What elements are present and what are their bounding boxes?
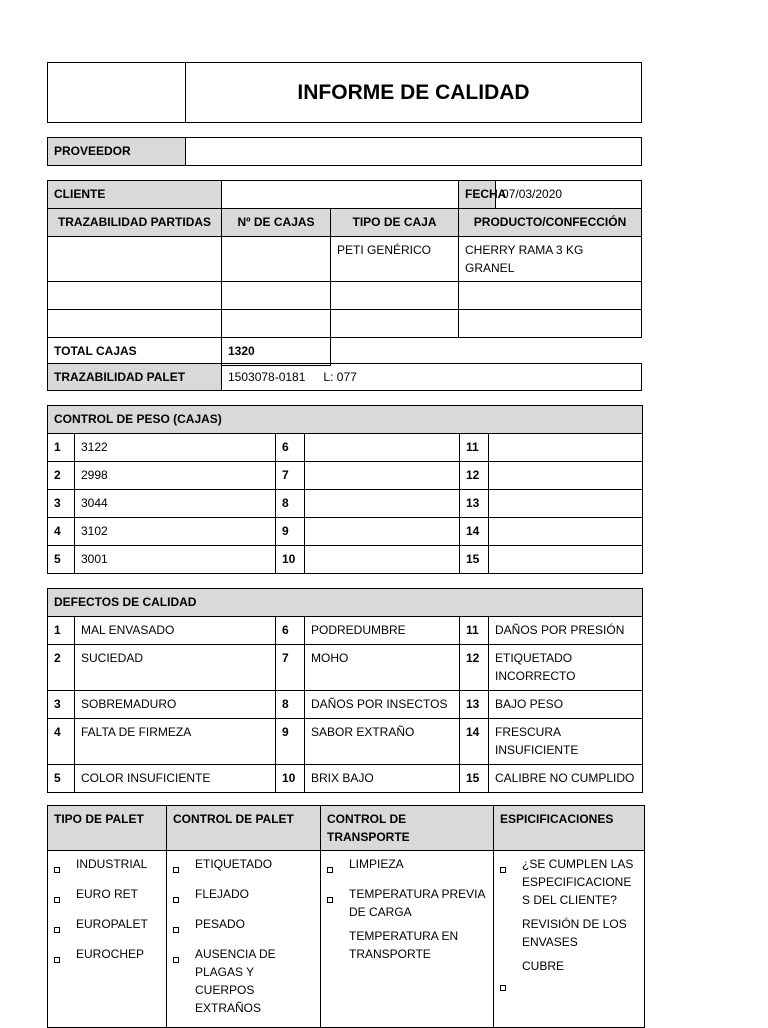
table-row	[48, 617, 643, 645]
table-row	[48, 518, 643, 546]
control-peso-table	[47, 405, 643, 574]
peso-value[interactable]: 3122	[75, 434, 276, 462]
row-number: 6	[276, 617, 305, 645]
row-number: 1	[48, 434, 75, 462]
header-producto: PRODUCTO/CONFECCIÓN	[459, 209, 642, 237]
checkbox-label: EURO RET	[76, 887, 139, 901]
row-number: 5	[48, 546, 75, 574]
row-number: 8	[276, 691, 305, 719]
peso-value[interactable]: 3102	[75, 518, 276, 546]
traz-palet-table	[47, 363, 642, 391]
table-row	[48, 645, 643, 691]
especificaciones-list	[494, 851, 645, 1028]
checkbox-icon[interactable]	[327, 897, 333, 903]
table-row	[48, 237, 642, 282]
peso-value[interactable]	[489, 546, 643, 574]
checkbox-icon[interactable]	[173, 957, 179, 963]
table-row	[48, 434, 643, 462]
title-table	[47, 62, 642, 123]
producto-cell[interactable]	[459, 310, 642, 338]
peso-value[interactable]	[305, 462, 460, 490]
checkbox-icon[interactable]	[173, 897, 179, 903]
checkbox-label: TEMPERATURA PREVIA DE CARGA	[349, 887, 485, 919]
row-number: 5	[48, 765, 75, 793]
row-number: 13	[460, 490, 489, 518]
defect-label: MOHO	[305, 645, 460, 691]
defect-label: ETIQUETADO INCORRECTO	[489, 645, 643, 691]
row-number: 7	[276, 645, 305, 691]
defect-label: FRESCURA INSUFICIENTE	[489, 719, 643, 765]
header-especificaciones: ESPICIFICACIONES	[494, 806, 645, 851]
checkbox-industrial[interactable]	[54, 855, 160, 879]
defect-label: FALTA DE FIRMEZA	[75, 719, 276, 765]
checkbox-label: FLEJADO	[195, 887, 250, 901]
row-number: 2	[48, 645, 75, 691]
checkbox-label: LIMPIEZA	[349, 857, 404, 871]
row-number: 6	[276, 434, 305, 462]
checkbox-label: TEMPERATURA EN TRANSPORTE	[349, 929, 459, 961]
cajas-cell[interactable]	[222, 310, 331, 338]
defect-label: MAL ENVASADO	[75, 617, 276, 645]
header-control-transporte: CONTROL DE TRANSPORTE	[321, 806, 494, 851]
tipo-caja-cell[interactable]: PETI GENÉRICO	[331, 237, 459, 282]
defectos-title: DEFECTOS DE CALIDAD	[48, 589, 643, 617]
row-number: 4	[48, 518, 75, 546]
peso-value[interactable]	[305, 518, 460, 546]
checkbox-icon[interactable]	[54, 867, 60, 873]
header-trazabilidad-partidas: TRAZABILIDAD PARTIDAS	[48, 209, 222, 237]
row-number: 10	[276, 546, 305, 574]
checkbox-especificaciones[interactable]	[500, 855, 638, 909]
header-tipo-caja: TIPO DE CAJA	[331, 209, 459, 237]
tipo-caja-cell[interactable]	[331, 310, 459, 338]
defect-label: SUCIEDAD	[75, 645, 276, 691]
defect-label: DAÑOS POR INSECTOS	[305, 691, 460, 719]
control-peso-title: CONTROL DE PESO (CAJAS)	[48, 406, 643, 434]
checkbox-label: AUSENCIA DE PLAGAS Y CUERPOS EXTRAÑOS	[195, 947, 276, 1015]
defect-label: DAÑOS POR PRESIÓN	[489, 617, 643, 645]
row-number: 9	[276, 719, 305, 765]
header-tipo-palet: TIPO DE PALET	[48, 806, 167, 851]
table-row	[48, 691, 643, 719]
checkbox-flejado[interactable]	[173, 885, 314, 909]
row-number: 8	[276, 490, 305, 518]
checkbox-label: REVISIÓN DE LOS ENVASES	[522, 917, 627, 949]
checkbox-pesado[interactable]	[173, 915, 314, 939]
peso-value[interactable]: 3044	[75, 490, 276, 518]
peso-value[interactable]	[489, 462, 643, 490]
defect-label: SABOR EXTRAÑO	[305, 719, 460, 765]
proveedor-field[interactable]	[186, 138, 642, 166]
partida-cell[interactable]	[48, 237, 222, 282]
checkbox-etiquetado[interactable]	[173, 855, 314, 879]
checkbox-limpieza[interactable]	[327, 855, 487, 879]
defect-label: BRIX BAJO	[305, 765, 460, 793]
checkbox-icon[interactable]	[173, 927, 179, 933]
proveedor-table	[47, 137, 642, 166]
item-temperatura-transporte	[327, 927, 487, 963]
cliente-field[interactable]	[222, 181, 459, 209]
defect-label: COLOR INSUFICIENTE	[75, 765, 276, 793]
table-row	[48, 719, 643, 765]
peso-value[interactable]	[305, 490, 460, 518]
checkbox-icon[interactable]	[54, 957, 60, 963]
peso-value[interactable]	[489, 490, 643, 518]
producto-cell[interactable]: CHERRY RAMA 3 KG GRANEL	[459, 237, 642, 282]
defect-label: PODREDUMBRE	[305, 617, 460, 645]
checkbox-label: ¿SE CUMPLEN LAS ESPECIFICACIONES DEL CLIENTE?	[522, 857, 634, 907]
row-number: 4	[48, 719, 75, 765]
defectos-table	[47, 588, 643, 793]
checkbox-label: EUROCHEP	[76, 947, 145, 961]
cliente-label: CLIENTE	[48, 181, 222, 209]
defect-label: SOBREMADURO	[75, 691, 276, 719]
checkbox-europalet[interactable]	[54, 915, 160, 939]
checkbox-icon[interactable]	[500, 985, 506, 991]
cajas-cell[interactable]	[222, 237, 331, 282]
checklist-table	[47, 805, 645, 1028]
peso-value[interactable]	[305, 546, 460, 574]
producto-cell[interactable]	[459, 282, 642, 310]
table-row	[48, 282, 642, 310]
checkbox-icon[interactable]	[173, 867, 179, 873]
checkbox-icon[interactable]	[327, 867, 333, 873]
defect-label: BAJO PESO	[489, 691, 643, 719]
table-row	[48, 310, 642, 338]
checkbox-extra[interactable]	[500, 977, 638, 997]
row-number: 3	[48, 691, 75, 719]
row-number: 1	[48, 617, 75, 645]
proveedor-label: PROVEEDOR	[48, 138, 186, 166]
tipo-palet-list	[48, 851, 167, 1028]
row-number: 15	[460, 546, 489, 574]
table-row	[48, 765, 643, 793]
checkbox-label: INDUSTRIAL	[76, 857, 148, 871]
row-number: 2	[48, 462, 75, 490]
table-row	[48, 546, 643, 574]
row-number: 7	[276, 462, 305, 490]
checkbox-eurochep[interactable]	[54, 945, 160, 969]
defect-label: CALIBRE NO CUMPLIDO	[489, 765, 643, 793]
row-number: 13	[460, 691, 489, 719]
peso-value[interactable]	[489, 518, 643, 546]
traz-palet-field[interactable]	[222, 364, 642, 391]
checkbox-label: EUROPALET	[76, 917, 148, 931]
total-cajas-value[interactable]: 1320	[222, 338, 331, 366]
row-number: 11	[460, 617, 489, 645]
row-number: 12	[460, 462, 489, 490]
row-number: 11	[460, 434, 489, 462]
peso-value[interactable]	[489, 434, 643, 462]
checkbox-label: ETIQUETADO	[195, 857, 273, 871]
total-cajas-label: TOTAL CAJAS	[48, 338, 222, 366]
row-number: 3	[48, 490, 75, 518]
cajas-cell[interactable]	[222, 282, 331, 310]
palet-code: 1503078-0181	[228, 370, 306, 384]
fecha-label: FECHA	[459, 181, 496, 209]
item-cubre	[500, 957, 638, 975]
item-revision-envases	[500, 915, 638, 951]
header-num-cajas: Nº DE CAJAS	[222, 209, 331, 237]
logo-cell	[48, 63, 186, 123]
checkbox-label: PESADO	[195, 917, 246, 931]
tipo-caja-cell[interactable]	[331, 282, 459, 310]
palet-lote: L: 077	[323, 370, 357, 384]
report-title: INFORME DE CALIDAD	[186, 63, 642, 123]
checkbox-plagas[interactable]	[173, 945, 314, 1017]
cliente-table	[47, 180, 642, 366]
row-number: 14	[460, 719, 489, 765]
control-transporte-list	[321, 851, 494, 1028]
table-row	[48, 462, 643, 490]
checkbox-label: CUBRE	[522, 959, 565, 973]
fecha-field[interactable]: 07/03/2020	[496, 181, 642, 209]
control-palet-list	[167, 851, 321, 1028]
row-number: 15	[460, 765, 489, 793]
table-row	[48, 490, 643, 518]
row-number: 14	[460, 518, 489, 546]
peso-value[interactable]: 2998	[75, 462, 276, 490]
traz-palet-label: TRAZABILIDAD PALET	[48, 364, 222, 391]
peso-value[interactable]: 3001	[75, 546, 276, 574]
checkbox-euro-ret[interactable]	[54, 885, 160, 909]
checkbox-icon[interactable]	[54, 897, 60, 903]
partida-cell[interactable]	[48, 282, 222, 310]
checkbox-icon[interactable]	[54, 927, 60, 933]
row-number: 9	[276, 518, 305, 546]
row-number: 12	[460, 645, 489, 691]
header-control-palet: CONTROL DE PALET	[167, 806, 321, 851]
checkbox-temperatura-previa[interactable]	[327, 885, 487, 921]
checkbox-icon[interactable]	[500, 867, 506, 873]
partida-cell[interactable]	[48, 310, 222, 338]
row-number: 10	[276, 765, 305, 793]
peso-value[interactable]	[305, 434, 460, 462]
